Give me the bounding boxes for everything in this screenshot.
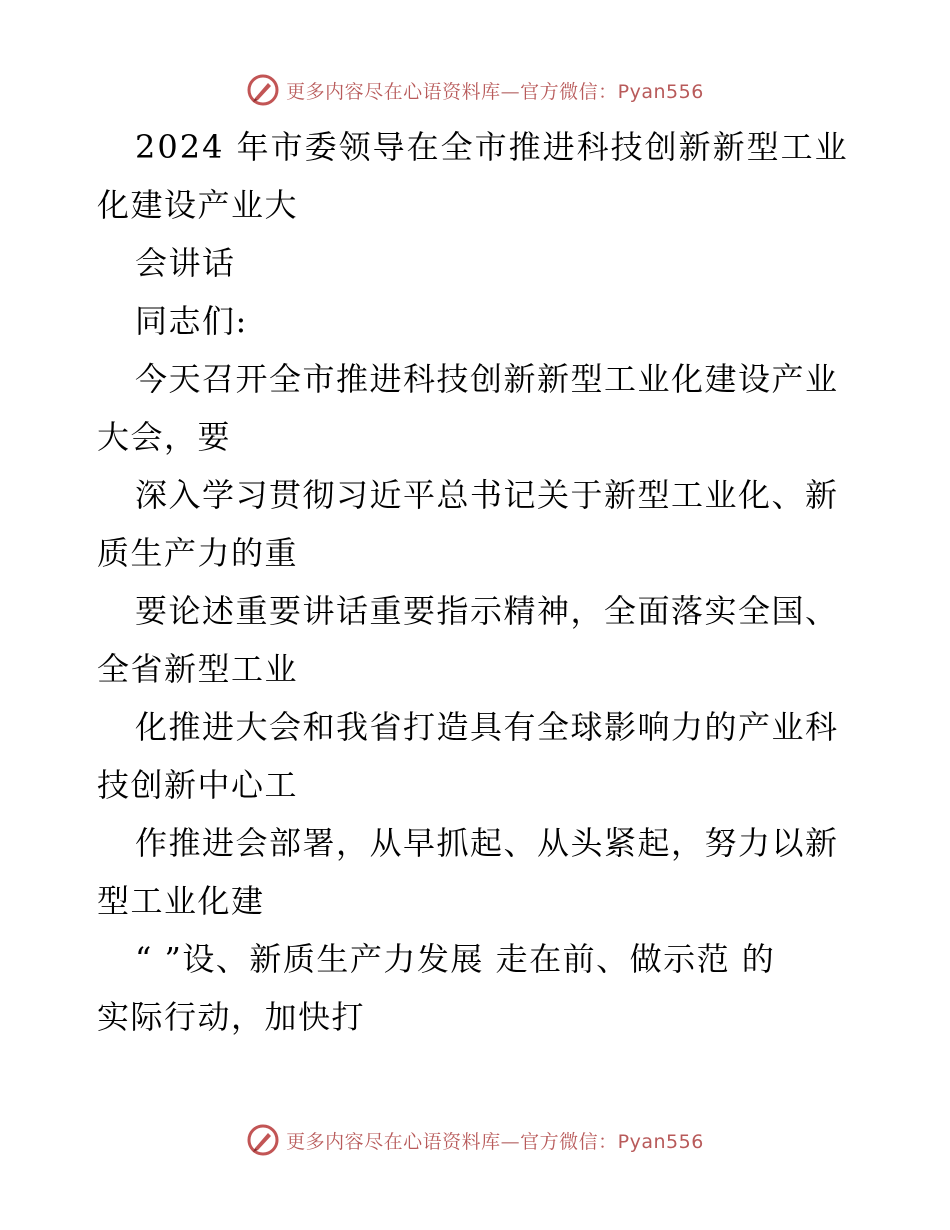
banner-separator: — — [500, 1130, 521, 1153]
banner-text — [286, 1127, 704, 1154]
banner-text — [286, 77, 704, 104]
doc-line: 型工业化建 — [97, 882, 265, 920]
doc-line: 作推进会部署，从早抓起、从头紧起，努力以新 — [135, 824, 839, 862]
banner-wechat: 官方微信：Pyan556 — [520, 80, 704, 103]
header-banner — [0, 70, 950, 110]
doc-line: 实际行动，加快打 — [97, 998, 366, 1036]
doc-line: 化建设产业大 — [97, 186, 299, 224]
footer-banner — [0, 1120, 950, 1160]
banner-site-name: 更多内容尽在心语资料库 — [286, 1130, 501, 1153]
banner-wechat: 官方微信：Pyan556 — [520, 1130, 704, 1153]
pen-circle-logo-icon — [246, 73, 280, 107]
doc-line: 会讲话 — [135, 244, 236, 282]
doc-line: 化推进大会和我省打造具有全球影响力的产业科 — [135, 708, 839, 746]
pen-circle-logo-icon — [246, 1123, 280, 1157]
doc-line: “ ”设、新质生产力发展 走在前、做示范 的 — [135, 940, 776, 978]
doc-line: 技创新中心工 — [97, 766, 299, 804]
doc-line: 全省新型工业 — [97, 650, 299, 688]
banner-site-name: 更多内容尽在心语资料库 — [286, 80, 501, 103]
doc-line: 深入学习贯彻习近平总书记关于新型工业化、新 — [135, 476, 839, 514]
doc-line: 大会，要 — [97, 418, 232, 456]
doc-line: 同志们: — [135, 302, 248, 340]
banner-separator: — — [500, 80, 521, 103]
doc-line: 质生产力的重 — [97, 534, 299, 572]
doc-line: 2024 年市委领导在全市推进科技创新新型工业 — [135, 128, 849, 166]
doc-line: 今天召开全市推进科技创新新型工业化建设产业 — [135, 360, 839, 398]
document-body — [97, 118, 857, 1046]
doc-line: 要论述重要讲话重要指示精神，全面落实全国、 — [135, 592, 839, 630]
